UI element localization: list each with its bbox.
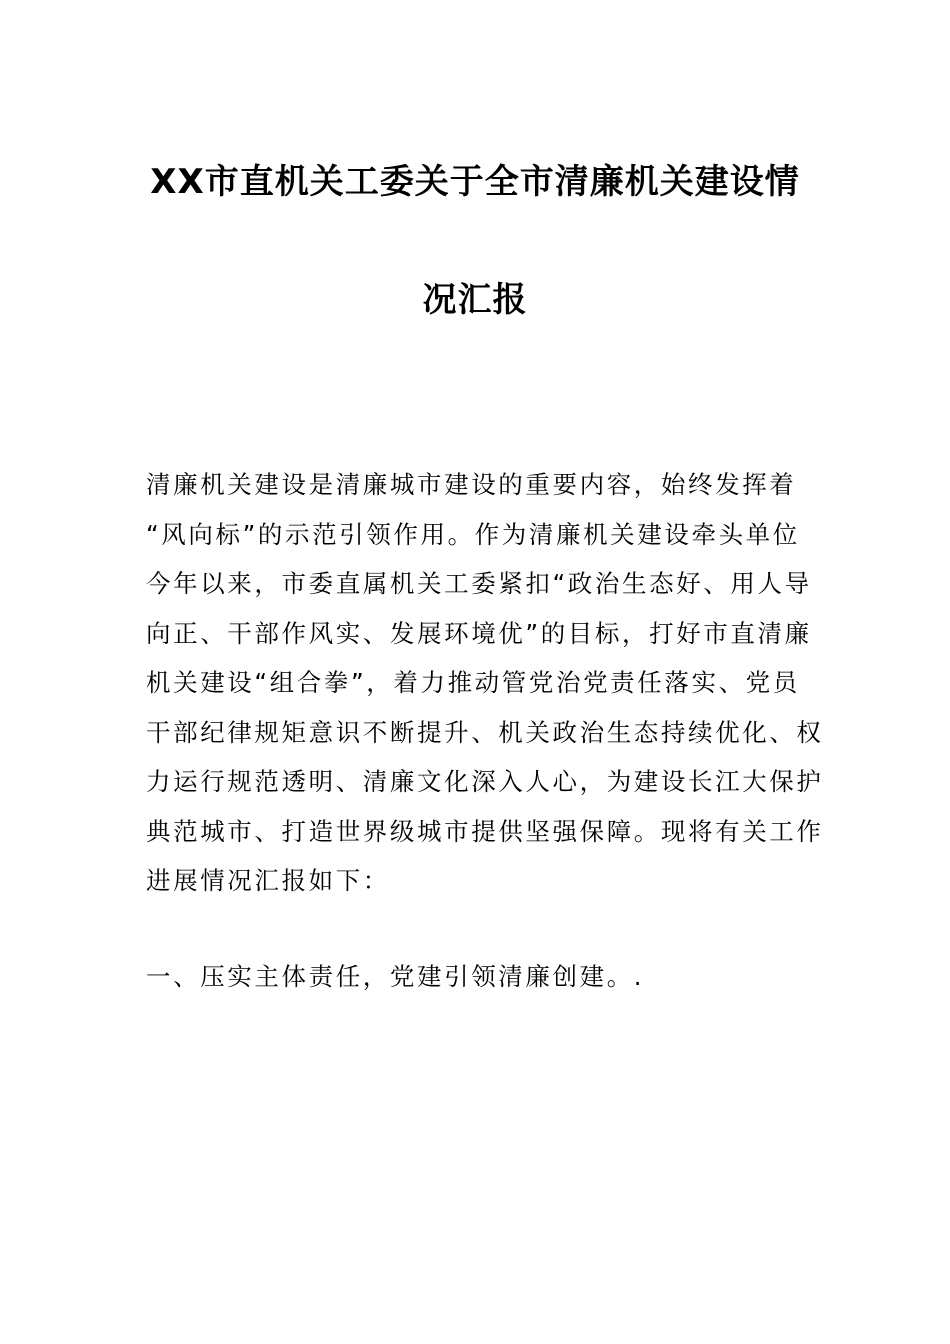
- section-heading-1: 一、压实主体责任，党建引领清廉创建。.: [146, 962, 645, 991]
- paragraph-line: 干部纪律规矩意识不断提升、机关政治生态持续优化、权: [146, 717, 824, 747]
- paragraph-line: 今年以来，市委直属机关工委紧扣“政治生态好、用人导: [146, 569, 812, 598]
- paragraph-line: 进展情况汇报如下：: [146, 866, 390, 895]
- paragraph-line: 力运行规范透明、清廉文化深入人心，为建设长江大保护: [146, 767, 824, 796]
- paragraph-line: 机关建设“组合拳”，着力推动管党治党责任落实、党员: [146, 668, 800, 697]
- intro-paragraph: [146, 460, 824, 906]
- paragraph-line: 典范城市、打造世界级城市提供坚强保障。现将有关工作: [146, 816, 824, 846]
- paragraph-line: 向正、干部作风实、发展环境优”的目标，打好市直清廉: [146, 618, 812, 648]
- paragraph-line: “风向标”的示范引领作用。作为清廉机关建设牵头单位: [146, 519, 800, 549]
- document-title-line-2: 况汇报: [422, 280, 528, 320]
- document-title-line-1: XX市直机关工委关于全市清廉机关建设情: [150, 162, 800, 202]
- paragraph-line: 清廉机关建设是清廉城市建设的重要内容，始终发挥着: [146, 470, 797, 499]
